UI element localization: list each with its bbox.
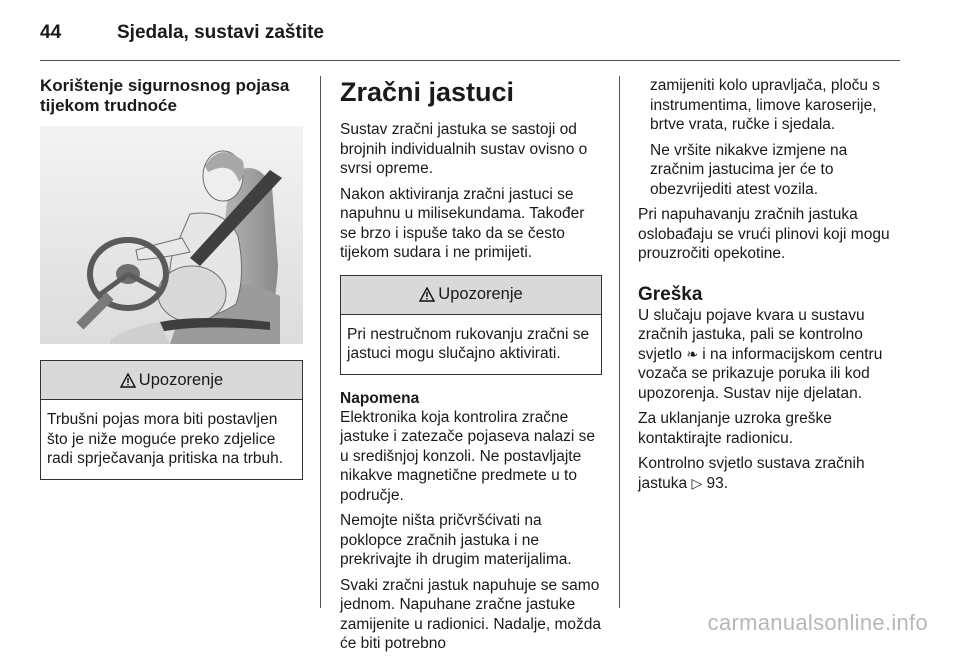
paragraph-airbag-deployment: Nakon aktiviranja zračni jastuci se napuhnu u milisekundama. Također se brzo i ispuše tako da se često tijekom sudara i ne primijeti. [340,185,585,261]
main-heading-airbags: Zračni jastuci [340,77,515,107]
paragraph-contact-workshop: Za uklanjanje uzroka greške kontaktirajte radionicu. [638,410,832,447]
note-label: Napomena [340,389,420,407]
fault-text-after: i na informacijskom centru vozača se prikazuje poruka ili kod upozorenja. Sustav nije djelatan. [638,345,883,402]
warning-box-pregnancy [40,360,303,480]
column-1 [40,76,303,480]
page-number: 44 [40,22,62,43]
warning-title: Upozorenje [438,285,523,303]
pregnant-driver-seatbelt-illustration [40,126,303,344]
warning-header [41,361,302,400]
note-paragraph-inflate-once: Svaki zračni jastuk napuhuje se samo jednom. Napuhane zračne jastuke zamijenite u radionici. Nadalje, možda će biti potrebno [340,576,602,652]
fault-text-before: U slučaju pojave kvara u sustavu zračnih jastuka, pali se kontrolno svjetlo [638,306,865,363]
note-paragraph-modifications: Ne vršite nikakve izmjene na zračnim jastucima jer će to obezvrijediti atest vozila. [650,141,848,198]
paragraph-fault-warning [638,306,902,404]
paragraph-control-light-ref [638,454,902,493]
warning-box-airbags [340,275,602,375]
warning-text: Pri nestručnom rukovanju zračni se jastuci mogu slučajno aktivirati. [347,325,590,362]
note-paragraph-covers: Nemojte ništa pričvršćivati na poklopce zračnih jastuka i ne prekrivajte ih drugim materijalima. [340,512,572,568]
column-3 [638,76,902,499]
page-reference-link[interactable]: 93. [706,474,729,492]
section-heading-pregnancy: Korištenje sigurnosnog pojasa tijekom trudnoće [40,76,290,115]
column-divider-2 [619,76,620,608]
page-reference-arrow-icon: ▷ [691,474,703,491]
ref-text: Kontrolno svjetlo sustava zračnih jastuka [638,455,865,492]
warning-triangle-icon [120,373,136,388]
column-divider-1 [320,76,321,608]
chapter-title: Sjedala, sustavi zaštite [117,22,324,43]
warning-title: Upozorenje [138,370,224,389]
paragraph-airbag-system: Sustav zračni jastuka se sastoji od brojnih individualnih sustav ovisno o svrsi opreme. [340,121,588,177]
warning-text: Trbušni pojas mora biti postavljen što je niže moguće preko zdjelice radi sprječavanja pritiska na trbuh. [47,411,284,467]
warning-header [341,276,601,315]
page-header [40,22,900,62]
warning-triangle-icon [419,287,435,302]
note-paragraph-electronics: Elektronika koja kontrolira zračne jastuke i zatezače pojaseva nalazi se u središnjoj konzoli. Ne postavljajte nikakve magnetične predmete u to područje. [340,408,596,504]
paragraph-hot-gases: Pri napuhavanju zračnih jastuka oslobađaju se vrući plinovi koji mogu prouzročiti opekotine. [638,206,890,262]
watermark: carmanualsonline.info [707,610,928,635]
column-2 [340,76,602,660]
header-rule [40,60,900,61]
note-paragraph-continued: zamijeniti kolo upravljača, ploču s instrumentima, limove karoserije, brtve vrata, ručke i sjedala. [650,77,881,133]
note-block [340,389,602,654]
section-heading-fault: Greška [638,283,703,305]
airbag-warning-light-icon: ❧ [686,345,698,362]
